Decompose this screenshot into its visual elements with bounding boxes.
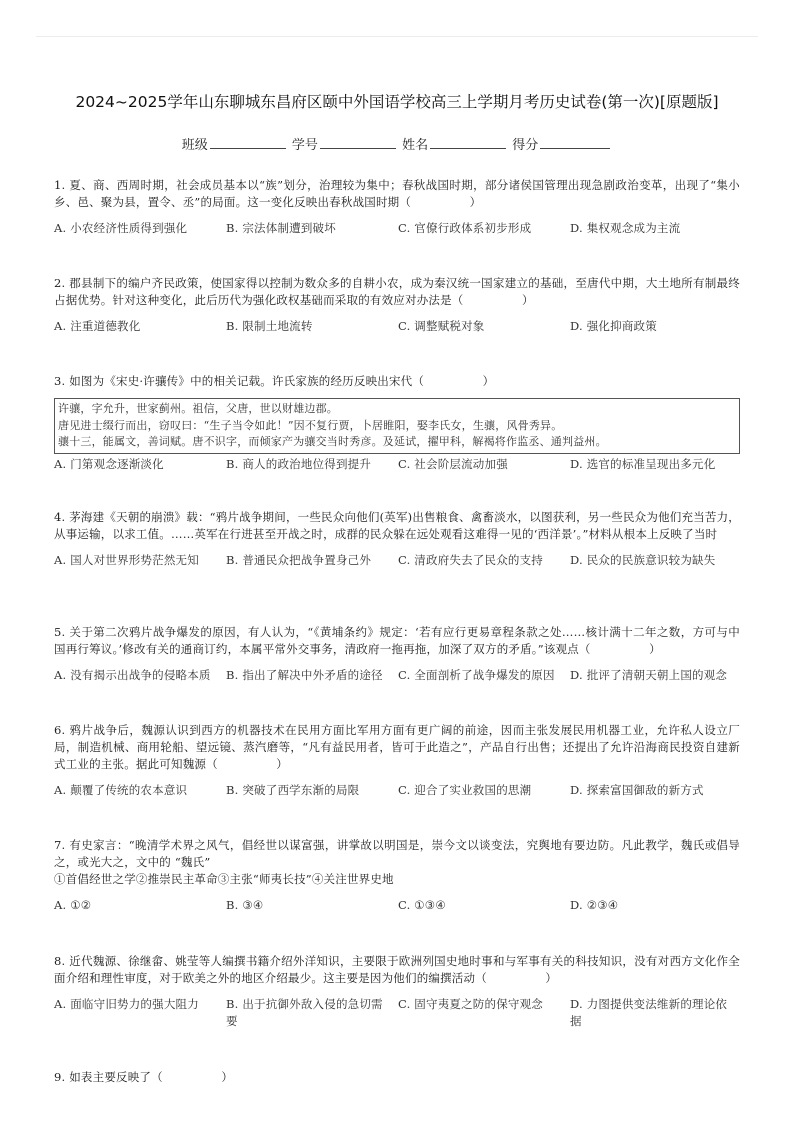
- option-b[interactable]: B. 普通民众把战争置身己外: [226, 553, 372, 567]
- option-a[interactable]: A. 小农经济性质得到强化: [54, 221, 188, 235]
- question-stem: 3. 如图为《宋史·许骧传》中的相关记载。许氏家族的经历反映出宋代（ ）: [54, 374, 495, 388]
- option-b[interactable]: B. ③④: [226, 898, 264, 912]
- question-stem: 7. 有史家言：“晚清学术界之风气，倡经世以谋富强，讲掌故以明国是，崇今文以谈变法，究舆地有要边防。凡此教学，魏氏或倡导之，或光大之，文中的 “魏氏”: [54, 838, 740, 869]
- question-8: [54, 953, 740, 1030]
- question-4: [54, 509, 740, 569]
- options-row: [54, 897, 740, 914]
- question-7: [54, 837, 740, 914]
- option-c[interactable]: C. 迎合了实业救国的思潮: [398, 783, 532, 797]
- source-quote-box: [54, 398, 740, 454]
- option-a[interactable]: A. 注重道德教化: [54, 319, 141, 333]
- options-row: [54, 782, 740, 799]
- question-1: [54, 177, 740, 237]
- question-stem: 4. 茅海建《天朝的崩溃》载：“鸦片战争期间，一些民众向他们(英军)出售粮食、禽畜淡水，以图获利，另一些民众为他们充当苦力，从事运输，以求工值。……英军在行进甚至开战之时，成群的民众躲在远处观看这难得一见的‘西洋景’。”材料从根本上反映了当时: [54, 510, 740, 541]
- options-row: [54, 318, 740, 335]
- question-3: [54, 373, 740, 473]
- option-c[interactable]: C. 官僚行政体系初步形成: [398, 221, 532, 235]
- name-blank[interactable]: [430, 136, 506, 149]
- page-title: 2024~2025学年山东聊城东昌府区颐中外国语学校高三上学期月考历史试卷(第一次)[原题版]: [75, 93, 719, 111]
- options-row: [54, 456, 740, 473]
- option-d[interactable]: D. 批评了清朝天朝上国的观念: [570, 668, 728, 682]
- option-a[interactable]: A. 颠覆了传统的农本意识: [54, 783, 188, 797]
- option-d[interactable]: D. 强化抑商政策: [570, 319, 657, 333]
- class-blank[interactable]: [210, 136, 286, 149]
- options-row: [54, 552, 740, 569]
- quote-line: 骧十三，能属文，善词赋。唐不识字，而倾家产为骧交当时秀彦。及延试，擢甲科，解褐将作监丞、通判益州。: [58, 435, 607, 448]
- option-b[interactable]: B. 指出了解决中外矛盾的途径: [226, 668, 383, 682]
- option-c[interactable]: C. 全面剖析了战争爆发的原因: [398, 668, 555, 682]
- option-c[interactable]: C. 清政府失去了民众的支持: [398, 553, 543, 567]
- score-blank[interactable]: [540, 136, 610, 149]
- question-stem: 2. 郡县制下的编户齐民政策，使国家得以控制为数众多的自耕小农，成为秦汉统一国家建立的基础，至唐代中期，大土地所有制最终占据优势。针对这种变化，此后历代为强化政权基础而采取的有效应对办法是（ ）: [54, 276, 740, 307]
- options-row: [54, 667, 740, 684]
- class-label: 班级: [181, 138, 208, 153]
- option-b[interactable]: B. 限制土地流转: [226, 319, 313, 333]
- option-d[interactable]: D. 力图提供变法维新的理论依据: [570, 997, 728, 1028]
- option-d[interactable]: D. ②③④: [570, 898, 619, 912]
- score-label: 得分: [512, 138, 539, 153]
- question-statements: ①首倡经世之学②推崇民主革命③主张“师夷长技”④关注世界史地: [54, 872, 394, 886]
- quote-line: 唐见进士缀行而出，窃叹曰：“生子当令如此！”因不复行贾，卜居睢阳，娶李氏女，生骧，风骨秀异。: [58, 418, 563, 432]
- option-c[interactable]: C. ①③④: [398, 898, 446, 912]
- option-a[interactable]: A. 国人对世界形势茫然无知: [54, 553, 199, 567]
- question-2: [54, 275, 740, 335]
- question-9: [54, 1069, 740, 1086]
- option-d[interactable]: D. 集权观念成为主流: [570, 221, 681, 235]
- option-a[interactable]: A. 面临守旧势力的强大阻力: [54, 997, 199, 1011]
- option-d[interactable]: D. 民众的民族意识较为缺失: [570, 553, 716, 567]
- question-stem: 9. 如表主要反映了（ ）: [54, 1070, 234, 1084]
- option-a[interactable]: A. ①②: [54, 898, 92, 912]
- question-stem: 8. 近代魏源、徐继畲、姚莹等人编撰书籍介绍外洋知识，主要限于欧洲列国史地时事和与军事有关的科技知识，没有对西方文化作全面介绍和理性审度，对于欧美之外的地区介绍最少。这主要是因为他们的编撰活动（ ）: [54, 954, 740, 985]
- question-6: [54, 722, 740, 799]
- options-row: [54, 996, 740, 1030]
- option-b[interactable]: B. 宗法体制遭到破坏: [226, 221, 336, 235]
- question-stem: 1. 夏、商、西周时期，社会成员基本以“族”划分，治理较为集中；春秋战国时期，部分诸侯国管理出现急剧政治变革，出现了“集小乡、邑、聚为县，置令、丞”的局面。这一变化反映出春秋战国时期（ ）: [54, 178, 740, 209]
- option-c[interactable]: C. 调整赋税对象: [398, 319, 485, 333]
- quote-line: 许骧，字允升，世家蓟州。祖信，父唐，世以财雄边郡。: [58, 402, 338, 415]
- option-d[interactable]: D. 探索富国御敌的新方式: [570, 783, 704, 797]
- option-a[interactable]: A. 门第观念逐渐淡化: [54, 456, 164, 471]
- top-rule: [36, 36, 758, 37]
- option-b[interactable]: B. 商人的政治地位得到提升: [226, 456, 372, 471]
- option-d[interactable]: D. 选官的标准呈现出多元化: [570, 456, 716, 471]
- option-b[interactable]: B. 突破了西学东渐的局限: [226, 783, 360, 797]
- name-label: 姓名: [402, 138, 429, 153]
- question-5: [54, 624, 740, 684]
- number-label: 学号: [291, 138, 318, 153]
- option-b[interactable]: B. 出于抗御外敌入侵的急切需要: [226, 997, 383, 1028]
- number-blank[interactable]: [320, 136, 396, 149]
- option-c[interactable]: C. 固守夷夏之防的保守观念: [398, 997, 543, 1011]
- options-row: [54, 220, 740, 237]
- question-stem: 5. 关于第二次鸦片战争爆发的原因，有人认为，“《黄埔条约》规定：‘若有应行更易章程条款之处……核计满十二年之数，方可与中国再行筹议。’修改有关的通商订约，本属平常外交事务，清政府一拖再拖，加深了双方的矛盾。”该观点（ ）: [54, 625, 740, 656]
- option-c[interactable]: C. 社会阶层流动加强: [398, 456, 508, 471]
- option-a[interactable]: A. 没有揭示出战争的侵略本质: [54, 668, 211, 682]
- student-info-line: [0, 134, 794, 153]
- question-stem: 6. 鸦片战争后，魏源认识到西方的机器技术在民用方面比军用方面有更广阔的前途，因而主张发展民用机器工业，允许私人设立厂局，制造机械、商用轮船、望远镜、蒸汽磨等，“凡有益民用者，皆可于此造之”，产品自行出售；还提出了允许沿海商民投资自建新式工业的主张。据此可知魏源（ ）: [54, 723, 740, 771]
